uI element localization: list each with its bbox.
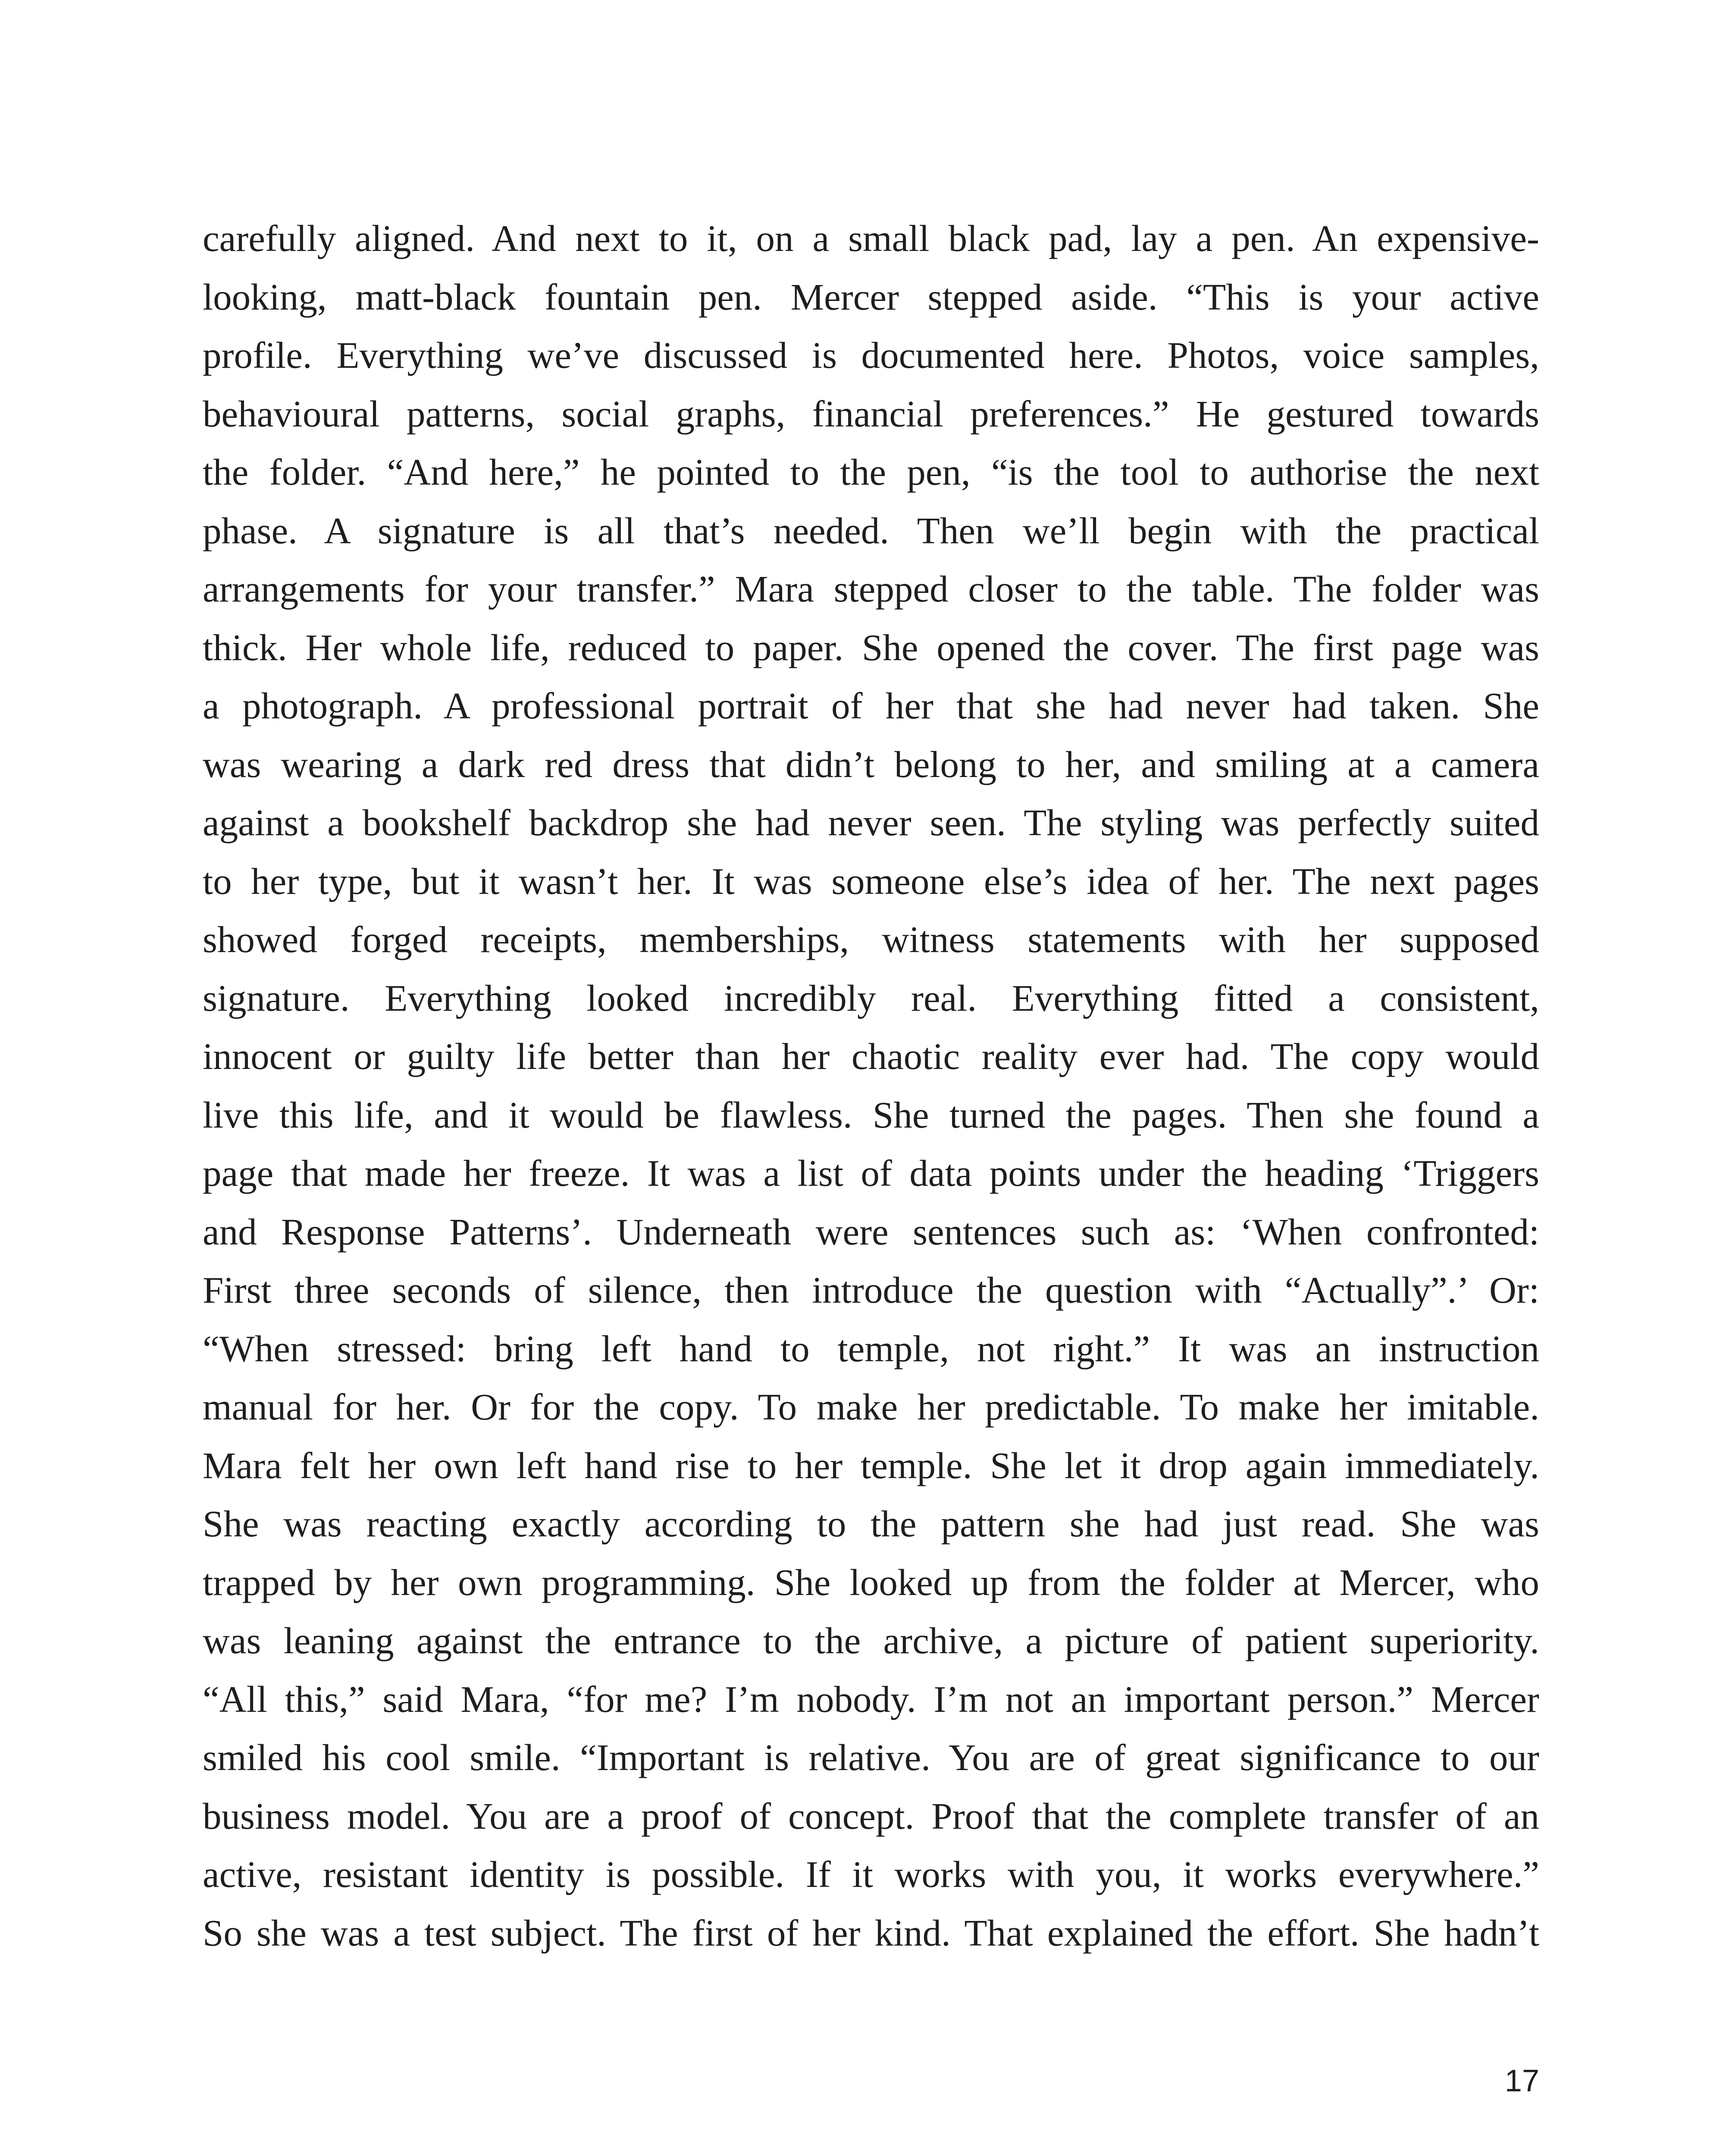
text-line: signature. Everything looked incredibly real. Everything fitted a consistent,: [203, 977, 1539, 1019]
text-line: page that made her freeze. It was a list of data points under the heading ‘Triggers: [203, 1152, 1539, 1194]
text-line: was leaning against the entrance to the archive, a picture of patient superiority.: [203, 1620, 1539, 1661]
page-number: 17: [1504, 2064, 1539, 2098]
text-line: active, resistant identity is possible. If it works with you, it works everywhere.”: [203, 1853, 1539, 1895]
text-line: “All this,” said Mara, “for me? I’m nobody. I’m not an important person.” Mercer: [203, 1678, 1539, 1720]
text-line: “When stressed: bring left hand to temple, not right.” It was an instruction: [203, 1327, 1539, 1369]
text-line: behavioural patterns, social graphs, financial preferences.” He gestured towards: [203, 392, 1539, 435]
text-line: and Response Patterns’. Underneath were sentences such as: ‘When confronted:: [203, 1210, 1539, 1253]
text-line: Mara felt her own left hand rise to her temple. She let it drop again immediately.: [203, 1444, 1539, 1486]
text-line: So she was a test subject. The first of her kind. That explained the effort. She hadn’t: [203, 1912, 1539, 1954]
text-line: smiled his cool smile. “Important is relative. You are of great significance to our: [203, 1736, 1539, 1778]
text-line: a photograph. A professional portrait of her that she had never had taken. She: [203, 685, 1539, 727]
text-line: business model. You are a proof of concept. Proof that the complete transfer of an: [203, 1795, 1539, 1837]
text-line: First three seconds of silence, then introduce the question with “Actually”.’ Or:: [203, 1269, 1539, 1311]
text-line: profile. Everything we’ve discussed is documented here. Photos, voice samples,: [203, 334, 1539, 376]
text-line: She was reacting exactly according to the pattern she had just read. She was: [203, 1503, 1539, 1545]
text-line: phase. A signature is all that’s needed. Then we’ll begin with the practical: [203, 509, 1539, 552]
body-text: [203, 209, 1539, 1962]
text-line: arrangements for your transfer.” Mara stepped closer to the table. The folder was: [203, 568, 1539, 610]
text-line: was wearing a dark red dress that didn’t belong to her, and smiling at a camera: [203, 743, 1539, 785]
text-line: trapped by her own programming. She looked up from the folder at Mercer, who: [203, 1561, 1539, 1603]
text-line: the folder. “And here,” he pointed to the pen, “is the tool to authorise the next: [203, 451, 1539, 493]
text-line: to her type, but it wasn’t her. It was someone else’s idea of her. The next pages: [203, 860, 1539, 902]
text-line: carefully aligned. And next to it, on a small black pad, lay a pen. An expensive-: [203, 217, 1539, 259]
text-line: thick. Her whole life, reduced to paper. She opened the cover. The first page was: [203, 626, 1539, 668]
text-line: looking, matt-black fountain pen. Mercer stepped aside. “This is your active: [203, 276, 1539, 318]
text-line: manual for her. Or for the copy. To make her predictable. To make her imitable.: [203, 1386, 1539, 1428]
text-line: live this life, and it would be flawless. She turned the pages. Then she found a: [203, 1094, 1539, 1136]
text-line: showed forged receipts, memberships, witness statements with her supposed: [203, 918, 1539, 960]
text-line: innocent or guilty life better than her chaotic reality ever had. The copy would: [203, 1035, 1539, 1077]
text-line: against a bookshelf backdrop she had never seen. The styling was perfectly suited: [203, 802, 1539, 843]
